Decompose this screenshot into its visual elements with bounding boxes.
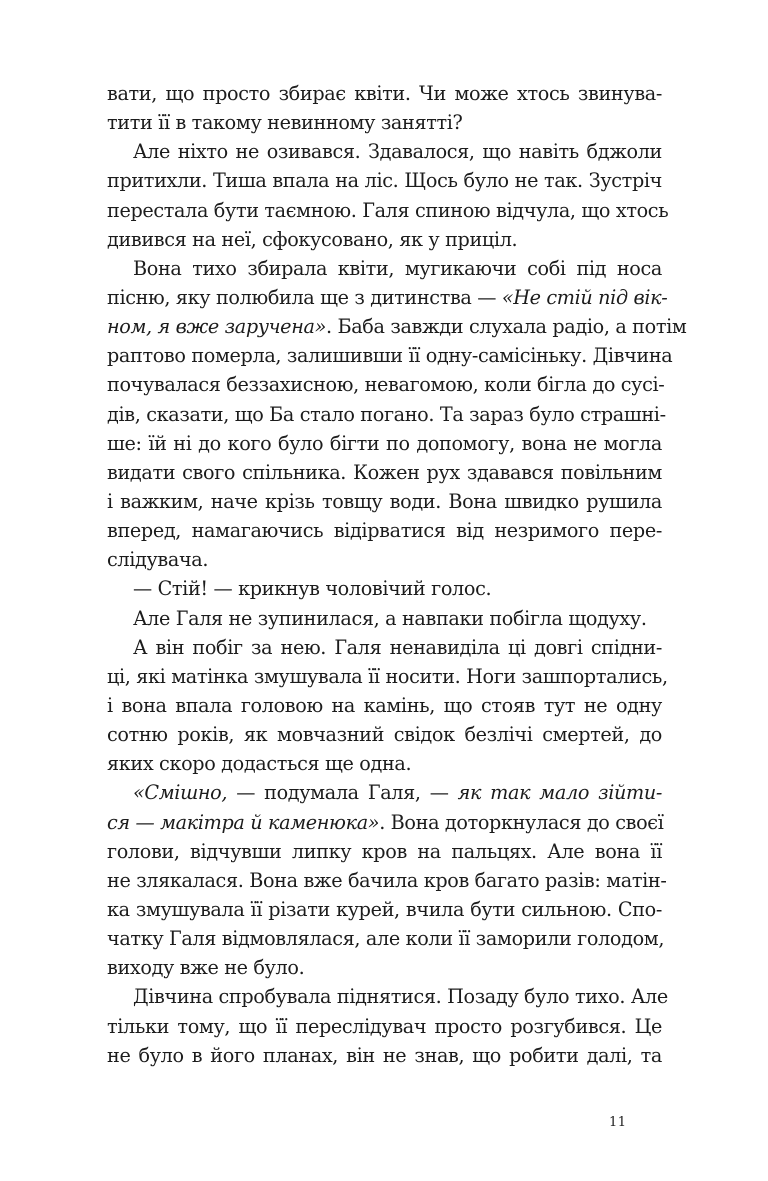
text-line bbox=[107, 837, 662, 866]
text-line bbox=[107, 604, 662, 633]
text-segment: притихли. Тиша впала на ліс. Щось було не так. Зустріч bbox=[107, 169, 662, 193]
text-line bbox=[107, 254, 662, 283]
text-line bbox=[107, 225, 662, 254]
italic-text-segment: як так мало зійти- bbox=[457, 781, 662, 805]
text-segment: дів, сказати, що Ба стало погано. Та зараз було страшні- bbox=[107, 402, 666, 426]
text-segment: вперед, намагаючись відірватися від незримого пере- bbox=[107, 519, 662, 543]
text-segment: виходу вже не було. bbox=[107, 956, 305, 980]
text-line bbox=[107, 1041, 662, 1070]
page-number: 11 bbox=[609, 1115, 627, 1130]
text-segment: і вона впала головою на камінь, що стояв тут не одну bbox=[107, 693, 662, 717]
text-segment: ка змушувала її різати курей, вчила бути сильною. Спо- bbox=[107, 897, 662, 921]
text-line bbox=[107, 283, 668, 312]
text-segment: почувалася беззахисною, невагомою, коли бігла до сусі- bbox=[107, 373, 665, 397]
text-line bbox=[107, 662, 668, 691]
text-segment: вати, що просто збирає квіти. Чи може хтось звинува- bbox=[107, 82, 662, 105]
text-line bbox=[107, 312, 687, 341]
text-segment: . Баба завжди слухала радіо, а потім bbox=[325, 315, 687, 339]
text-line bbox=[107, 953, 662, 982]
text-line bbox=[107, 545, 662, 574]
text-line bbox=[107, 574, 662, 603]
text-line bbox=[107, 137, 662, 166]
text-line bbox=[107, 458, 662, 487]
text-segment: і важким, наче крізь товщу води. Вона швидко рушила bbox=[107, 489, 662, 513]
text-segment: Дівчина спробувала піднятися. Позаду було тихо. Але bbox=[133, 985, 668, 1009]
text-segment: раптово померла, залишивши її одну-самісіньку. Дівчина bbox=[107, 344, 673, 368]
italic-text-segment: «Смішно, bbox=[133, 781, 237, 805]
text-segment: тільки тому, що її переслідувач просто розгубився. Це bbox=[107, 1014, 662, 1038]
text-line bbox=[107, 866, 667, 895]
text-segment: голови, відчувши липку кров на пальцях. Але вона її bbox=[107, 839, 662, 863]
text-line bbox=[107, 1012, 662, 1041]
text-segment: . Вона доторкнулася до своєї bbox=[379, 810, 664, 834]
text-segment: Вона тихо збирала квіти, мугикаючи собі під носа bbox=[133, 256, 662, 280]
text-line bbox=[107, 108, 662, 137]
italic-text-segment: «Не стій під вік- bbox=[501, 285, 668, 309]
text-line bbox=[107, 982, 668, 1011]
text-line bbox=[107, 778, 662, 807]
text-segment: Але ніхто не озивався. Здавалося, що навіть бджоли bbox=[133, 140, 662, 164]
text-line bbox=[107, 429, 662, 458]
text-segment: сотню років, як мовчазний свідок безлічі смертей, до bbox=[107, 723, 662, 747]
italic-text-segment: ся — макітра й каменюка» bbox=[107, 810, 380, 834]
text-segment: не було в його планах, він не знав, що робити далі, та bbox=[107, 1043, 662, 1067]
italic-text-segment: ном, я вже заручена» bbox=[107, 315, 326, 339]
text-line bbox=[107, 633, 662, 662]
text-line bbox=[107, 196, 669, 225]
text-segment: перестала бути таємною. Галя спиною відчула, що хтось bbox=[107, 198, 669, 222]
text-line bbox=[107, 808, 662, 837]
text-segment: — подумала Галя, — bbox=[236, 781, 458, 805]
text-line bbox=[107, 400, 666, 429]
text-segment: чатку Галя відмовлялася, але коли її заморили голодом, bbox=[107, 927, 665, 951]
text-segment: ше: їй ні до кого було бігти по допомогу, вона не могла bbox=[107, 431, 662, 455]
text-segment: тити її в такому невинному занятті? bbox=[107, 111, 463, 135]
text-line bbox=[107, 341, 673, 370]
text-segment: А він побіг за нею. Галя ненавиділа ці довгі спідни- bbox=[133, 635, 662, 659]
text-segment: видати свого спільника. Кожен рух здавався повільним bbox=[107, 460, 662, 484]
page-body bbox=[107, 79, 687, 1070]
text-line bbox=[107, 516, 662, 545]
text-segment: дивився на неї, сфокусовано, як у приціл. bbox=[107, 227, 518, 251]
text-segment: не злякалася. Вона вже бачила кров багато разів: матін- bbox=[107, 868, 667, 892]
text-line bbox=[107, 749, 662, 778]
text-line bbox=[107, 720, 662, 749]
text-segment: ці, які матінка змушувала її носити. Ноги зашпортались, bbox=[107, 664, 668, 688]
text-line bbox=[107, 79, 662, 108]
text-line bbox=[107, 370, 665, 399]
text-segment: яких скоро додасться ще одна. bbox=[107, 752, 412, 776]
text-line bbox=[107, 691, 662, 720]
text-segment: пісню, яку полюбила ще з дитинства — bbox=[107, 285, 502, 309]
text-line bbox=[107, 924, 665, 953]
text-segment: Але Галя не зупинилася, а навпаки побігла щодуху. bbox=[133, 606, 647, 630]
text-line bbox=[107, 166, 662, 195]
text-segment: — Стій! — крикнув чоловічий голос. bbox=[133, 577, 492, 601]
text-line bbox=[107, 487, 662, 516]
text-segment: слідувача. bbox=[107, 548, 209, 572]
text-line bbox=[107, 895, 662, 924]
